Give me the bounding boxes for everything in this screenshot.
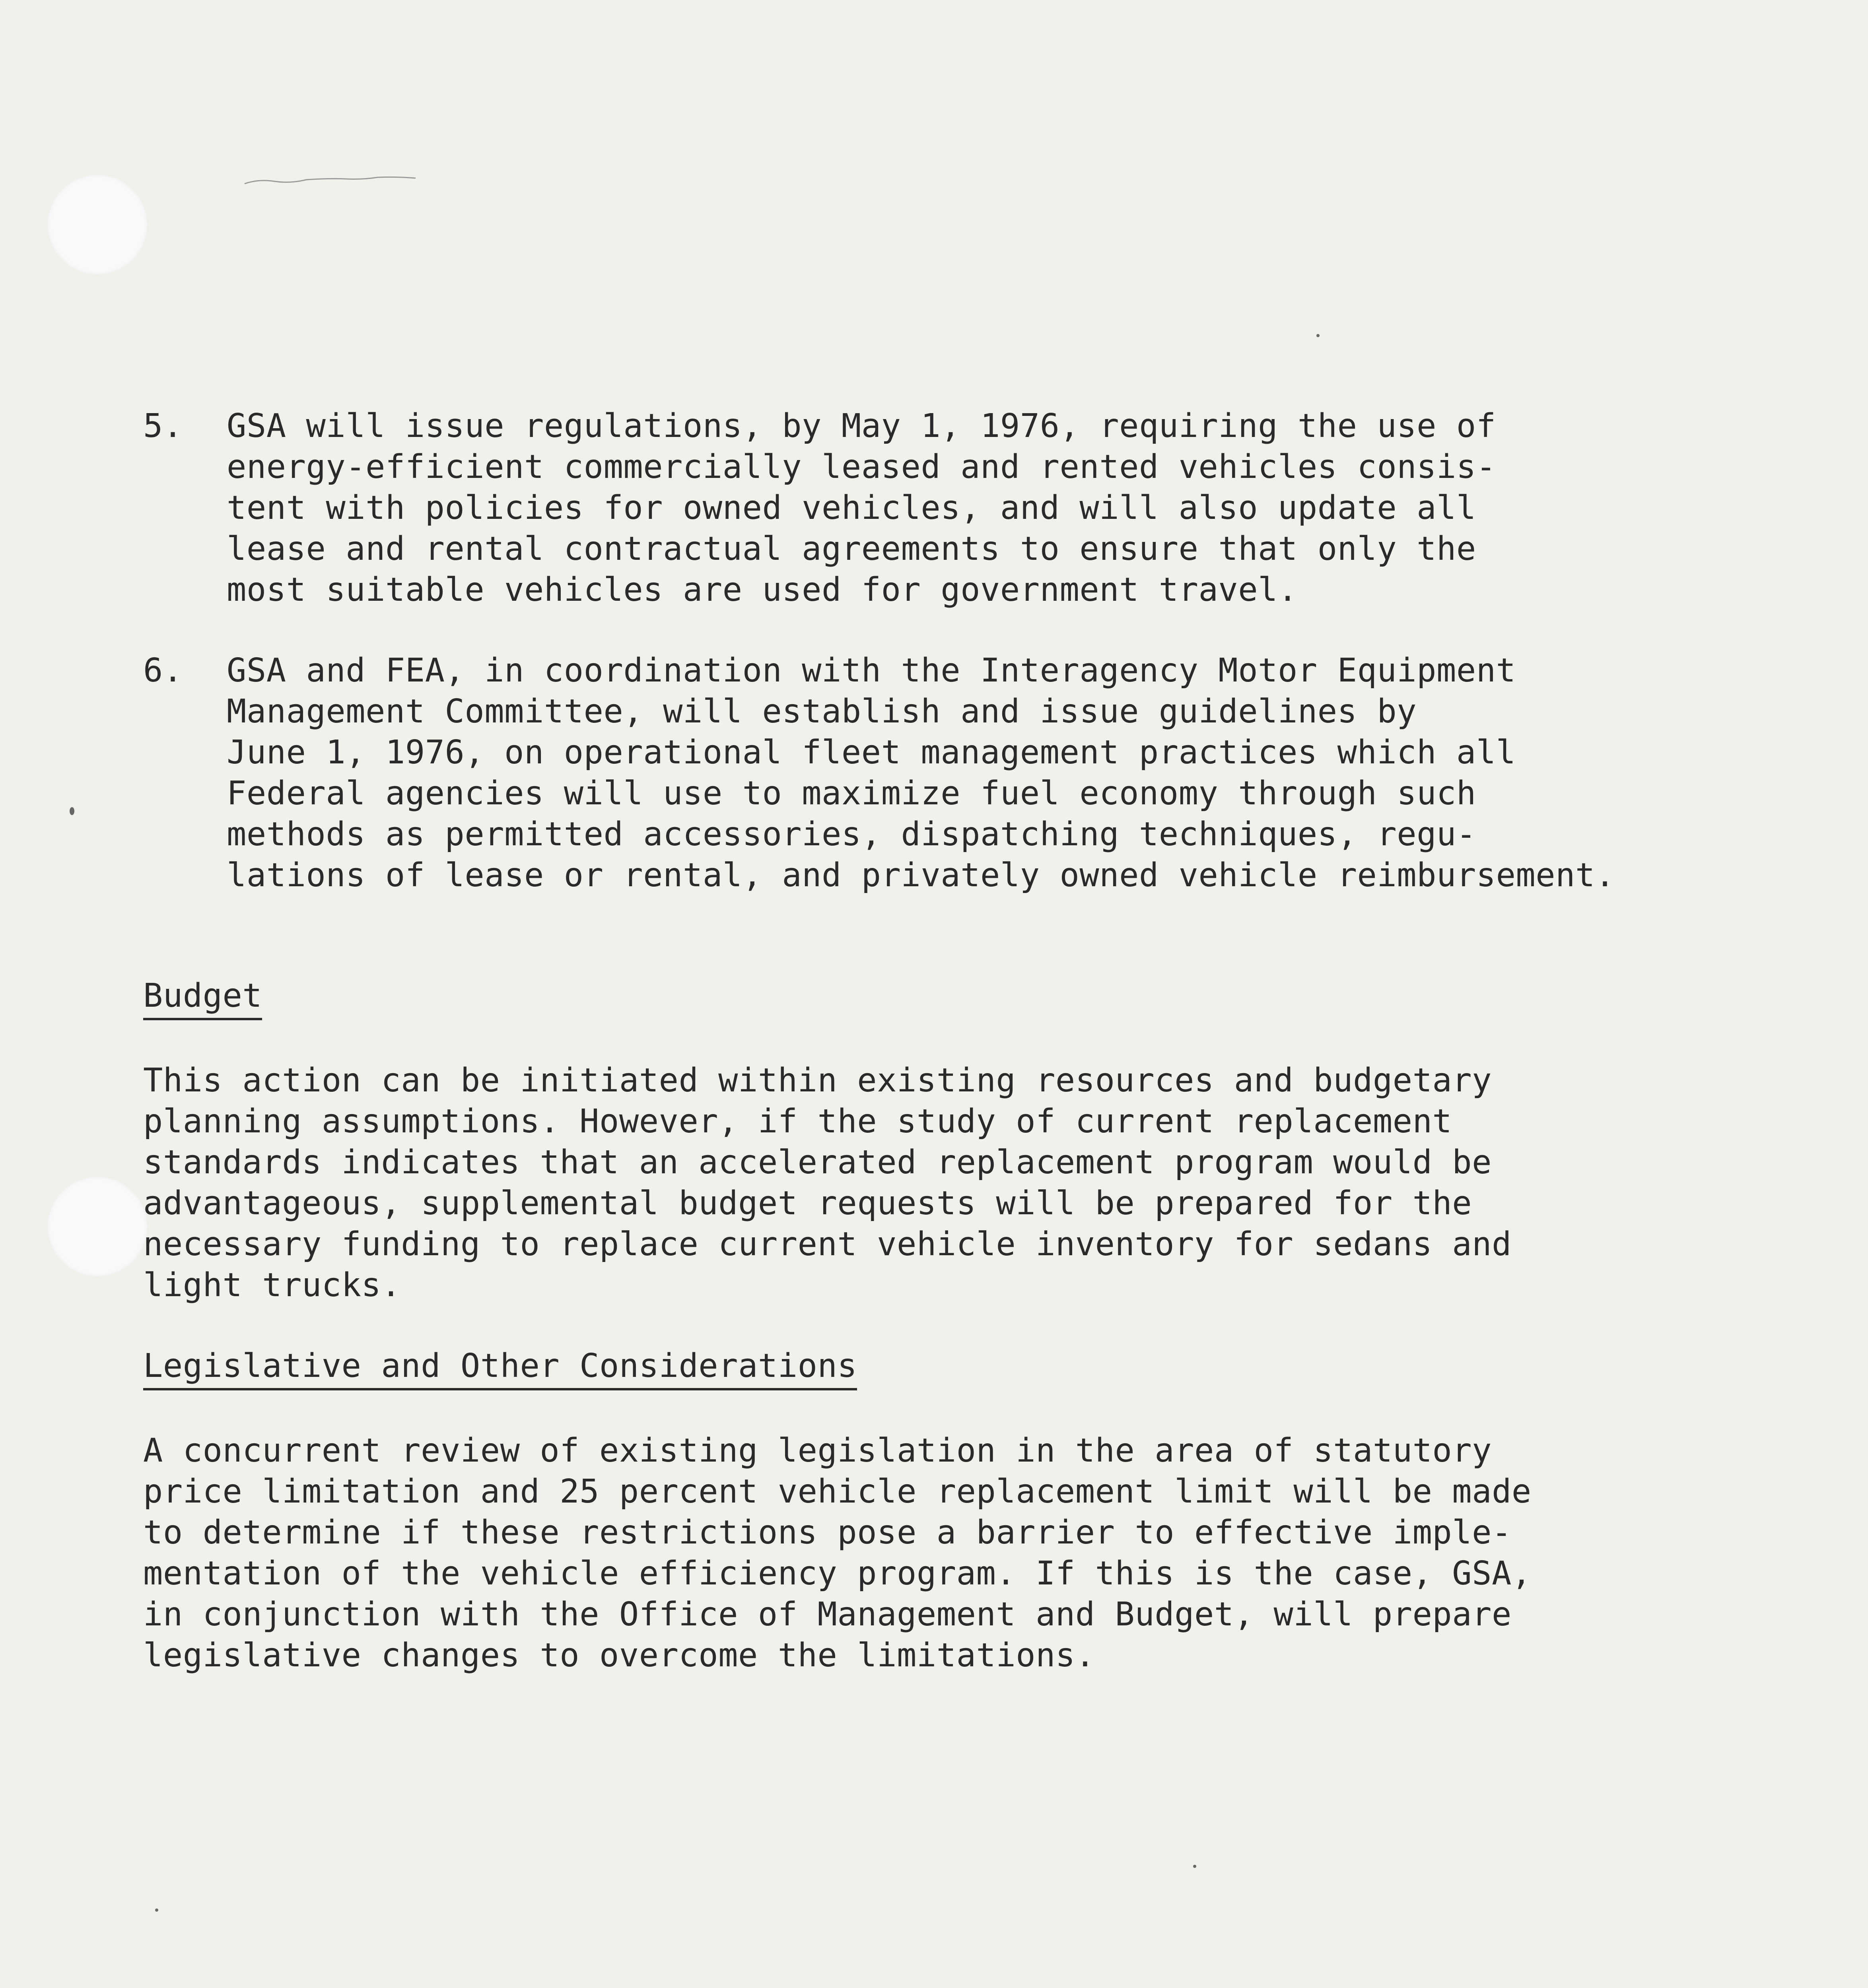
paper-speck xyxy=(1193,1865,1196,1868)
list-item xyxy=(143,406,1694,610)
paper-speck xyxy=(155,1908,158,1912)
legislative-heading: Legislative and Other Considerations xyxy=(143,1345,857,1390)
budget-paragraph: This action can be initiated within existing resources and budgetary planning assumptions. However, if the study of current replacement standards indicates that an accelerated replacement program would be advantageous, supplemental budget requests will be prepared for the necessary funding to replace current vehicle inventory for sedans and light trucks. xyxy=(143,1062,1512,1304)
punch-hole xyxy=(48,1177,147,1276)
pencil-mark xyxy=(243,175,418,187)
paper-speck xyxy=(1316,334,1320,337)
punch-hole xyxy=(48,175,147,274)
paper-speck xyxy=(70,807,74,815)
item-text: GSA and FEA, in coordination with the Interagency Motor Equipment Management Committee, will establish and issue guidelines by June 1, 1976, on operational fleet management practices which all Federal agencies will use to maximize fuel economy through such methods as permitted accessories, dispatching techniques, regu- lations of lease or rental, and privately owned vehicle reimbursement. xyxy=(227,652,1615,894)
budget-heading: Budget xyxy=(143,975,262,1020)
item-text: GSA will issue regulations, by May 1, 1976, requiring the use of energy-efficient commercially leased and rented vehicles consis- tent with policies for owned vehicles, and will also update all lease and rental contractual agreements to ensure that only the most suitable vehicles are used for government travel. xyxy=(227,407,1496,609)
list-item xyxy=(143,650,1694,896)
document-body xyxy=(143,406,1694,1716)
item-number: 5. xyxy=(143,407,183,445)
item-number: 6. xyxy=(143,652,183,689)
legislative-paragraph: A concurrent review of existing legislation in the area of statutory price limitation and 25 percent vehicle replacement limit will be made to determine if these restrictions pose a barrier to effective imple- mentation of the vehicle efficiency program. If this is the case, GSA, in conjunction with the Office of Management and Budget, will prepare legislative changes to overcome the limitations. xyxy=(143,1432,1532,1674)
